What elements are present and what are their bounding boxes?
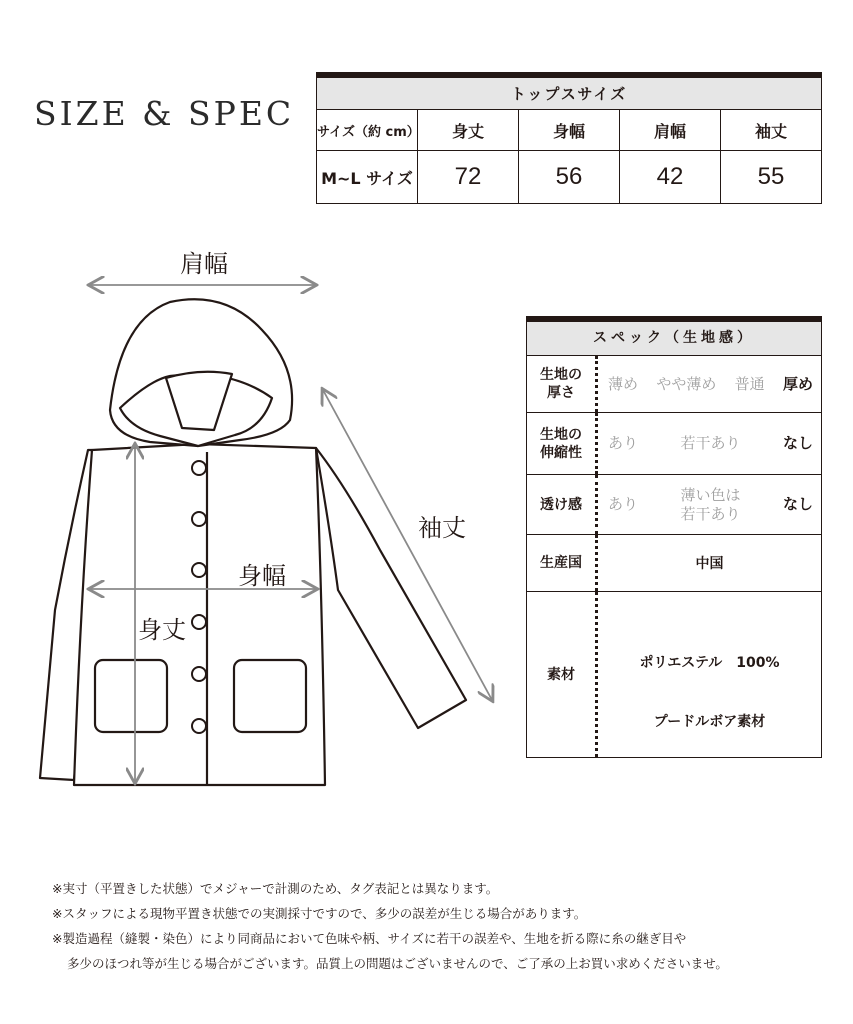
body-length-label: 身丈	[138, 616, 186, 644]
body-width-label: 身幅	[238, 562, 286, 590]
spec-table	[526, 316, 822, 758]
spec-row-sheer	[527, 475, 821, 535]
option-none-selected: なし	[782, 434, 813, 452]
size-value: 55	[721, 151, 822, 204]
size-col-header: 身丈	[418, 110, 519, 151]
size-col-header: サイズ（約 cm）	[317, 110, 418, 151]
option-slightly-thin: やや薄め	[656, 374, 717, 393]
page-title: SIZE & SPEC	[34, 94, 295, 133]
size-table	[316, 72, 822, 204]
size-col-header: 袖丈	[721, 110, 822, 151]
spec-options	[598, 356, 821, 412]
option-normal: 普通	[734, 374, 765, 393]
spec-label: 素材	[527, 592, 598, 757]
option-thin: 薄め	[608, 374, 639, 393]
note-line: ※スタッフによる現物平置き状態での実測採寸ですので、多少の誤差が生じる場合があります。	[52, 906, 587, 921]
spec-row-stretch	[527, 413, 821, 475]
spec-label: 生地の 厚さ	[527, 356, 598, 412]
spec-options	[598, 413, 821, 474]
option-none-selected: なし	[782, 495, 813, 513]
size-value: 42	[620, 151, 721, 204]
spec-label: 生地の 伸縮性	[527, 413, 598, 474]
spec-row-material	[527, 592, 821, 757]
size-value: 56	[519, 151, 620, 204]
material-values	[598, 592, 821, 757]
size-value: 72	[418, 151, 519, 204]
option-yes: あり	[608, 495, 639, 513]
spec-row-thickness	[527, 356, 821, 413]
notes	[52, 876, 728, 976]
option-light-colors-slight: 薄い色は 若干あり	[680, 485, 741, 523]
spec-label: 透け感	[527, 475, 598, 534]
note-line: 多少のほつれ等が生じる場合がございます。品質上の問題はございませんので、ご了承の上お買い求めくださいませ。	[67, 956, 728, 971]
origin-value: 中国	[695, 556, 724, 572]
note-line: ※実寸（平置きした状態）でメジャーで計測のため、タグ表記とは異なります。	[52, 881, 499, 896]
material-line: ポリエステル 100%	[639, 654, 780, 671]
option-slight: 若干あり	[680, 434, 741, 452]
sleeve-length-label: 袖丈	[418, 514, 466, 542]
size-col-header: 身幅	[519, 110, 620, 151]
material-line: プードルボア素材	[653, 714, 766, 731]
note-line: ※製造過程（縫製・染色）により同商品において色味や柄、サイズに若干の誤差や、生地を折る際に糸の継ぎ目や	[52, 931, 687, 946]
option-yes: あり	[608, 434, 639, 452]
shoulder-width-label: 肩幅	[180, 250, 228, 278]
spec-label: 生産国	[527, 535, 598, 591]
spec-heading: スペック（生地感）	[527, 322, 821, 356]
spec-options	[598, 475, 821, 534]
option-thick-selected: 厚め	[782, 374, 813, 393]
size-row-label: M~L サイズ	[317, 151, 418, 204]
size-col-header: 肩幅	[620, 110, 721, 151]
size-table-heading: トップスサイズ	[317, 75, 822, 110]
spec-row-origin	[527, 535, 821, 592]
jacket-diagram	[0, 230, 520, 804]
